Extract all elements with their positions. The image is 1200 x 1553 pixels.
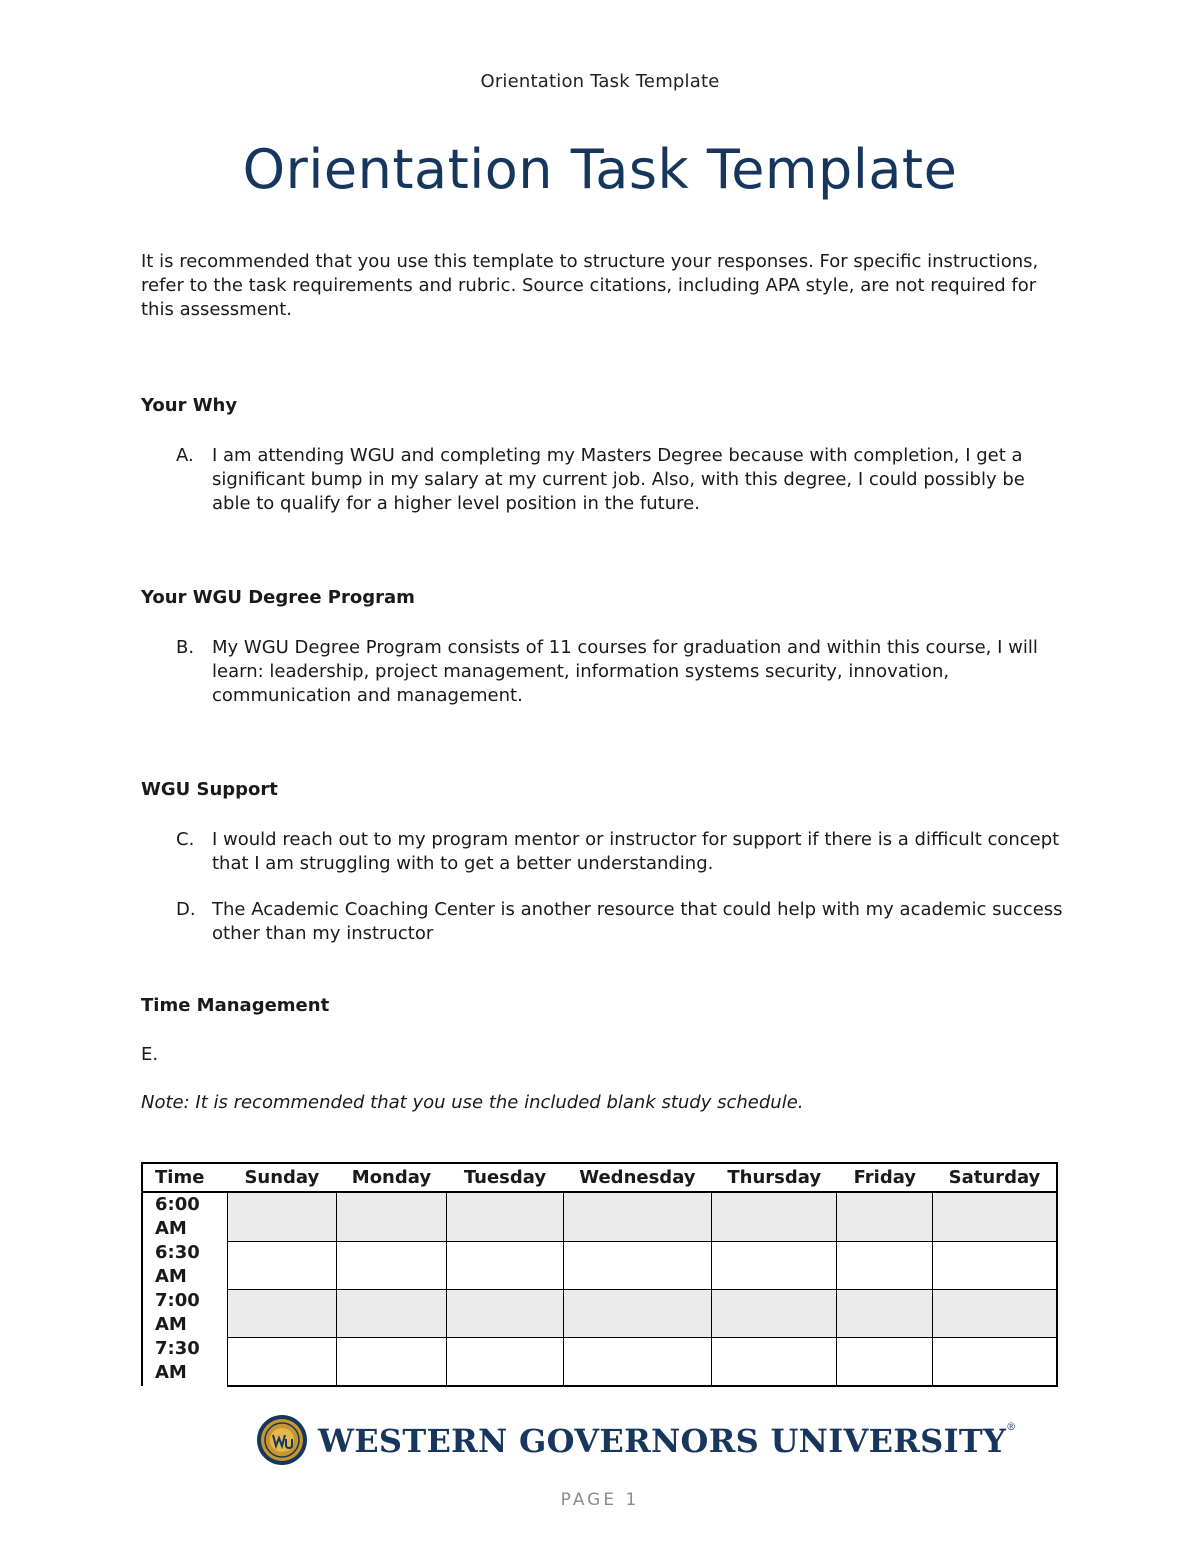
time-label: 6:30 AM xyxy=(142,1241,228,1289)
schedule-cell[interactable] xyxy=(228,1192,336,1241)
schedule-cell[interactable] xyxy=(447,1289,563,1337)
schedule-cell[interactable] xyxy=(712,1192,837,1241)
heading-wgu-support: WGU Support xyxy=(141,779,278,800)
column-header-saturday: Saturday xyxy=(933,1163,1057,1192)
list-marker: D. xyxy=(176,899,196,920)
schedule-cell[interactable] xyxy=(563,1192,712,1241)
schedule-cell[interactable] xyxy=(336,1337,447,1386)
list-marker: A. xyxy=(176,445,194,466)
schedule-cell[interactable] xyxy=(837,1241,933,1289)
column-header-thursday: Thursday xyxy=(712,1163,837,1192)
schedule-cell[interactable] xyxy=(933,1289,1057,1337)
study-schedule-table xyxy=(141,1162,1058,1387)
column-header-time: Time xyxy=(142,1163,228,1192)
table-row xyxy=(142,1241,1057,1289)
schedule-cell[interactable] xyxy=(563,1289,712,1337)
list-text: The Academic Coaching Center is another resource that could help with my academic success other than my instructor xyxy=(212,899,1063,944)
column-header-wednesday: Wednesday xyxy=(563,1163,712,1192)
table-header-row xyxy=(142,1163,1057,1192)
time-label: 6:00 AM xyxy=(142,1192,228,1241)
list-marker: B. xyxy=(176,637,195,658)
list-item-d xyxy=(176,898,1066,946)
time-label: 7:00 AM xyxy=(142,1289,228,1337)
logo-wordmark: WESTERN GOVERNORS UNIVERSITY® xyxy=(318,1422,1017,1460)
heading-degree-program: Your WGU Degree Program xyxy=(141,587,415,608)
heading-time-management: Time Management xyxy=(141,995,330,1016)
list-text: I would reach out to my program mentor or instructor for support if there is a difficult concept that I am struggling with to get a better understanding. xyxy=(212,829,1060,874)
wgu-seal-icon xyxy=(256,1414,308,1466)
schedule-cell[interactable] xyxy=(712,1289,837,1337)
list-text: I am attending WGU and completing my Masters Degree because with completion, I get a significant bump in my salary at my current job. Also, with this degree, I could possibly be able to qualify for a higher level position in the future. xyxy=(212,445,1025,514)
schedule-cell[interactable] xyxy=(336,1289,447,1337)
schedule-cell[interactable] xyxy=(933,1192,1057,1241)
schedule-cell[interactable] xyxy=(933,1241,1057,1289)
schedule-cell[interactable] xyxy=(933,1337,1057,1386)
schedule-cell[interactable] xyxy=(447,1241,563,1289)
schedule-cell[interactable] xyxy=(447,1337,563,1386)
document-title: Orientation Task Template xyxy=(242,138,958,201)
column-header-friday: Friday xyxy=(837,1163,933,1192)
list-item-a xyxy=(176,444,1066,516)
running-header: Orientation Task Template xyxy=(480,71,720,92)
schedule-cell[interactable] xyxy=(447,1192,563,1241)
table-row xyxy=(142,1192,1057,1241)
intro-paragraph: It is recommended that you use this template to structure your responses. For specific instructions, refer to the task requirements and rubric. Source citations, including APA style, are not required for this assessment. xyxy=(141,251,1039,320)
schedule-cell[interactable] xyxy=(837,1192,933,1241)
column-header-sunday: Sunday xyxy=(228,1163,336,1192)
table-row xyxy=(142,1289,1057,1337)
column-header-tuesday: Tuesday xyxy=(447,1163,563,1192)
schedule-cell[interactable] xyxy=(228,1337,336,1386)
schedule-cell[interactable] xyxy=(228,1289,336,1337)
schedule-cell[interactable] xyxy=(336,1192,447,1241)
logo-name: WESTERN GOVERNORS UNIVERSITY xyxy=(318,1422,1007,1460)
schedule-cell[interactable] xyxy=(228,1241,336,1289)
list-marker: C. xyxy=(176,829,195,850)
list-text: My WGU Degree Program consists of 11 courses for graduation and within this course, I will learn: leadership, project management, information systems security, innovation, communication and management. xyxy=(212,637,1038,706)
schedule-cell[interactable] xyxy=(837,1337,933,1386)
table-row xyxy=(142,1337,1057,1386)
list-item-c xyxy=(176,828,1066,876)
schedule-cell[interactable] xyxy=(563,1241,712,1289)
schedule-cell[interactable] xyxy=(563,1337,712,1386)
time-label: 7:30 AM xyxy=(142,1337,228,1386)
schedule-cell[interactable] xyxy=(837,1289,933,1337)
page-number: PAGE 1 xyxy=(560,1490,640,1510)
list-item-b xyxy=(176,636,1066,708)
schedule-cell[interactable] xyxy=(712,1241,837,1289)
column-header-monday: Monday xyxy=(336,1163,447,1192)
schedule-note: Note: It is recommended that you use the included blank study schedule. xyxy=(141,1092,804,1113)
schedule-cell[interactable] xyxy=(336,1241,447,1289)
heading-your-why: Your Why xyxy=(141,395,238,416)
schedule-cell[interactable] xyxy=(712,1337,837,1386)
wgu-logo xyxy=(256,1412,1017,1470)
list-marker-e: E. xyxy=(141,1044,159,1065)
